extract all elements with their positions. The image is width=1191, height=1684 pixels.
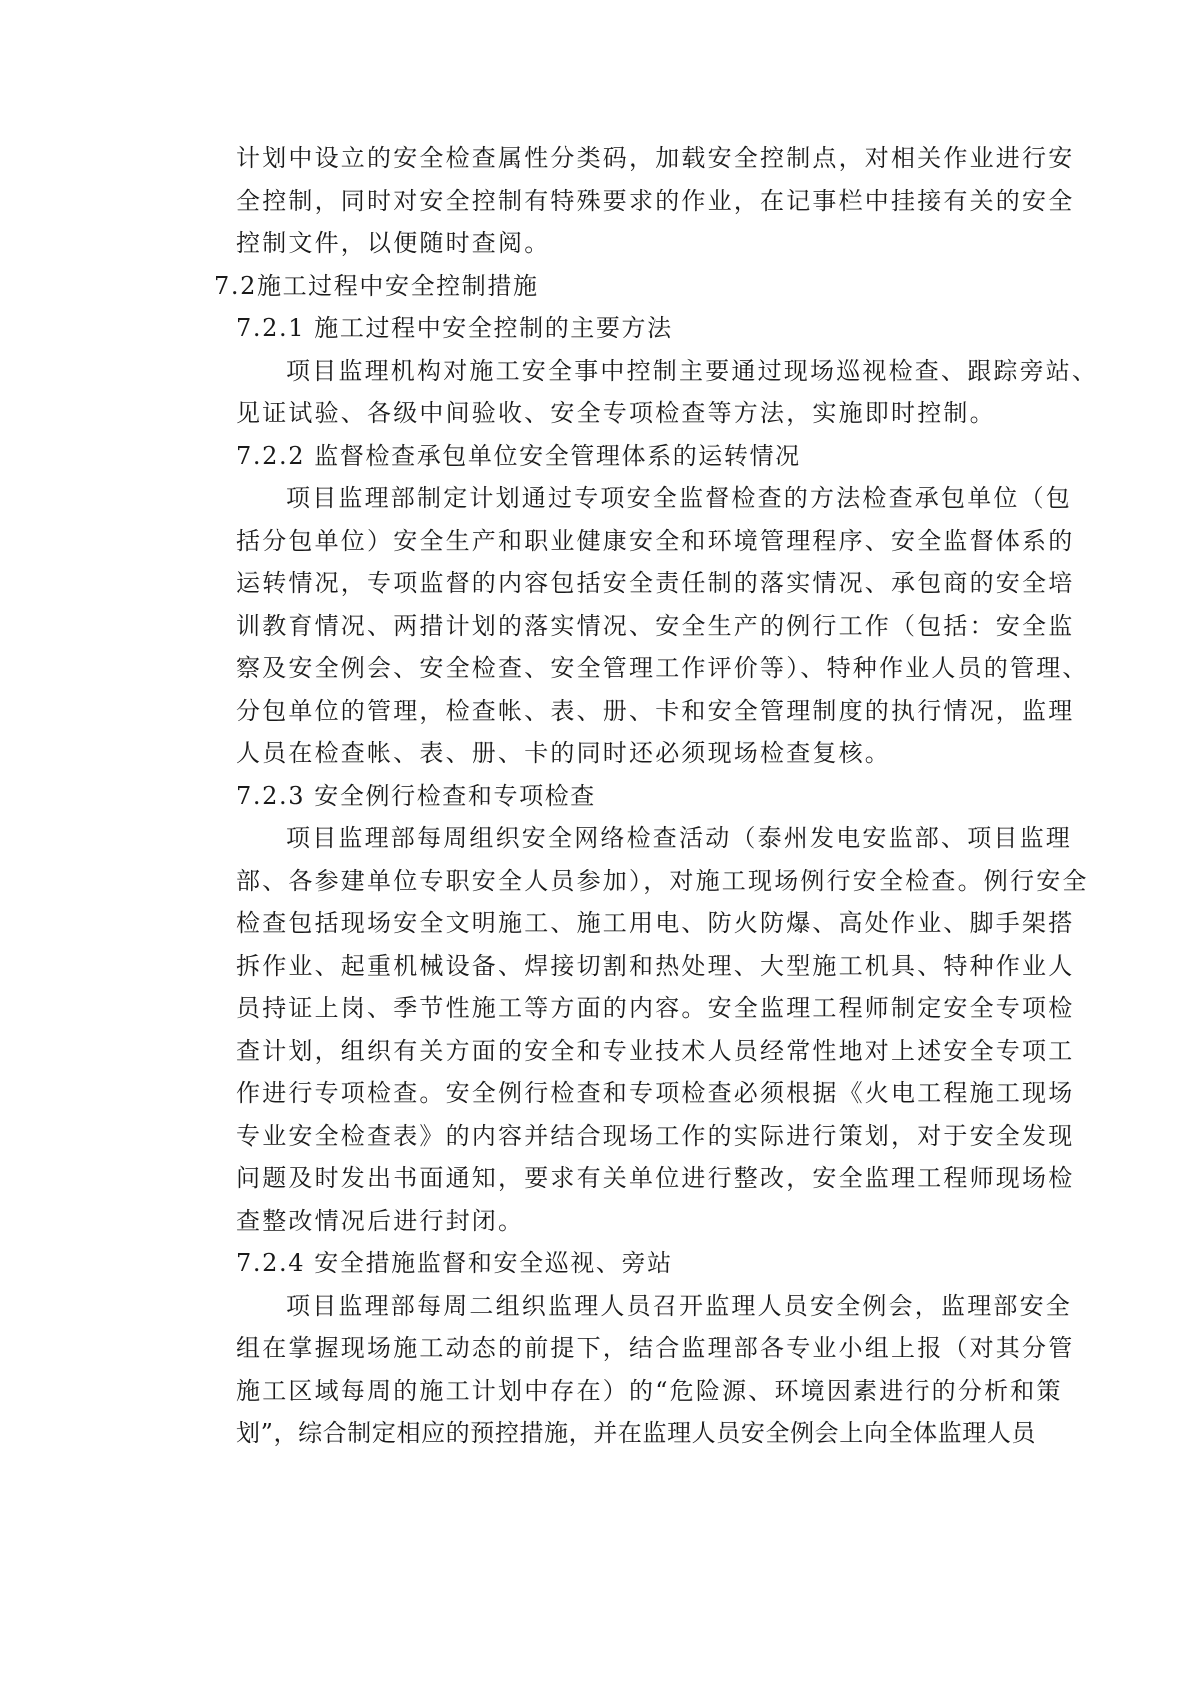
- paragraph-line: 查整改情况后进行封闭。: [236, 1207, 525, 1235]
- paragraph-line: 施工区域每周的施工计划中存在）的“危险源、环境因素进行的分析和策: [236, 1377, 1063, 1405]
- paragraph-line: 划”，综合制定相应的预控措施，并在监理人员安全例会上向全体监理人员: [236, 1419, 1037, 1447]
- section-heading: 7.2施工过程中安全控制措施: [214, 272, 539, 300]
- paragraph-line: 计划中设立的安全检查属性分类码，加载安全控制点，对相关作业进行安: [236, 144, 1075, 172]
- paragraph-line: 项目监理部每周二组织监理人员召开监理人员安全例会，监理部安全: [286, 1292, 1072, 1320]
- paragraph-line: 检查包括现场安全文明施工、施工用电、防火防爆、高处作业、脚手架搭: [236, 909, 1075, 937]
- paragraph-line: 部、各参建单位专职安全人员参加），对施工现场例行安全检查。例行安全: [236, 867, 1089, 895]
- paragraph-line: 员持证上岗、季节性施工等方面的内容。安全监理工程师制定安全专项检: [236, 994, 1075, 1022]
- paragraph-line: 运转情况，专项监督的内容包括安全责任制的落实情况、承包商的安全培: [236, 569, 1075, 597]
- paragraph-line: 拆作业、起重机械设备、焊接切割和热处理、大型施工机具、特种作业人: [236, 952, 1075, 980]
- paragraph-line: 括分包单位）安全生产和职业健康安全和环境管理程序、安全监督体系的: [236, 527, 1075, 555]
- paragraph-line: 作进行专项检查。安全例行检查和专项检查必须根据《火电工程施工现场: [236, 1079, 1075, 1107]
- subsection-heading: 7.2.3 安全例行检查和专项检查: [236, 782, 596, 810]
- paragraph-line: 分包单位的管理，检查帐、表、册、卡和安全管理制度的执行情况，监理: [236, 697, 1075, 725]
- paragraph-line: 训教育情况、两措计划的落实情况、安全生产的例行工作（包括：安全监: [236, 612, 1075, 640]
- paragraph-line: 查计划，组织有关方面的安全和专业技术人员经常性地对上述安全专项工: [236, 1037, 1075, 1065]
- subsection-heading: 7.2.1 施工过程中安全控制的主要方法: [236, 314, 673, 342]
- paragraph-line: 项目监理机构对施工安全事中控制主要通过现场巡视检查、跟踪旁站、: [286, 357, 1099, 385]
- paragraph-line: 察及安全例会、安全检查、安全管理工作评价等）、特种作业人员的管理、: [236, 654, 1089, 682]
- paragraph-line: 项目监理部制定计划通过专项安全监督检查的方法检查承包单位（包: [286, 484, 1072, 512]
- paragraph-line: 人员在检查帐、表、册、卡的同时还必须现场检查复核。: [236, 739, 891, 767]
- subsection-heading: 7.2.2 监督检查承包单位安全管理体系的运转情况: [236, 442, 801, 470]
- subsection-heading: 7.2.4 安全措施监督和安全巡视、旁站: [236, 1249, 673, 1277]
- paragraph-line: 专业安全检查表》的内容并结合现场工作的实际进行策划，对于安全发现: [236, 1122, 1075, 1150]
- paragraph-line: 见证试验、各级中间验收、安全专项检查等方法，实施即时控制。: [236, 399, 996, 427]
- paragraph-line: 项目监理部每周组织安全网络检查活动（泰州发电安监部、项目监理: [286, 824, 1072, 852]
- paragraph-line: 全控制，同时对安全控制有特殊要求的作业，在记事栏中挂接有关的安全: [236, 187, 1075, 215]
- paragraph-line: 组在掌握现场施工动态的前提下，结合监理部各专业小组上报（对其分管: [236, 1334, 1075, 1362]
- paragraph-line: 问题及时发出书面通知，要求有关单位进行整改，安全监理工程师现场检: [236, 1164, 1075, 1192]
- paragraph-line: 控制文件，以便随时查阅。: [236, 229, 551, 257]
